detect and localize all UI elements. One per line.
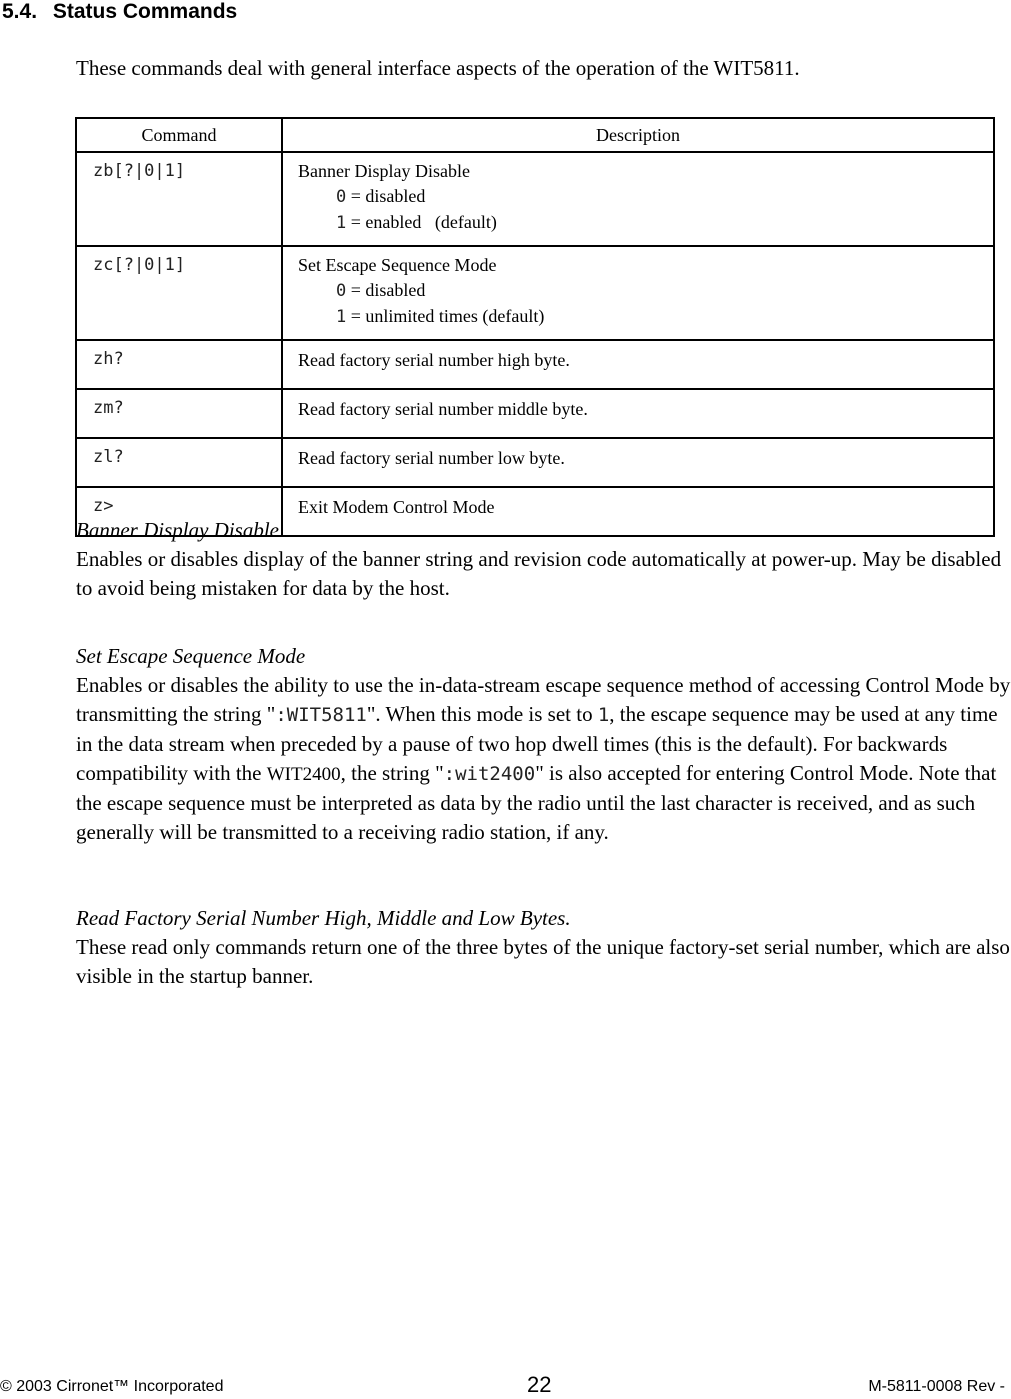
table-row bbox=[76, 246, 994, 340]
banner-section bbox=[76, 516, 1011, 603]
escape-text: ". When this mode is set to bbox=[366, 702, 598, 726]
escape-body bbox=[76, 671, 1011, 847]
section-title: Status Commands bbox=[52, 0, 238, 23]
banner-body: Enables or disables display of the banner string and revision code automatically at power-up. May be disabled to avoid being mistaken for data by the host. bbox=[76, 547, 1002, 600]
section-heading bbox=[2, 0, 237, 24]
command-cell: zh? bbox=[76, 340, 282, 389]
escape-heading: Set Escape Sequence Mode bbox=[76, 644, 306, 668]
escape-code: :WIT5811 bbox=[275, 704, 367, 726]
header-description: Description bbox=[282, 118, 994, 152]
description-cell bbox=[282, 246, 994, 340]
option-text: = unlimited times (default) bbox=[346, 306, 545, 326]
table-header-row bbox=[76, 118, 994, 152]
option-text: = enabled (default) bbox=[346, 212, 497, 232]
option-value: 1 bbox=[336, 307, 347, 327]
footer-page-number: 22 bbox=[527, 1372, 552, 1397]
command-cell: zl? bbox=[76, 438, 282, 487]
page-footer bbox=[0, 1372, 1011, 1398]
table-row bbox=[76, 438, 994, 487]
description-title: Set Escape Sequence Mode bbox=[298, 255, 497, 275]
escape-text: , the string " bbox=[340, 761, 444, 785]
header-command: Command bbox=[76, 118, 282, 152]
escape-text: , the escape sequence may be used at any time in the data stream when preceded by a pause of two hop dwell times (this is the default). For backwards compatibility with the bbox=[76, 702, 998, 785]
table-row bbox=[76, 340, 994, 389]
command-cell: zm? bbox=[76, 389, 282, 438]
option-line bbox=[298, 184, 993, 210]
section-number: 5.4. bbox=[2, 0, 38, 23]
description-cell: Read factory serial number high byte. bbox=[282, 340, 994, 389]
footer-copyright: © 2003 Cirronet™ Incorporated bbox=[0, 1378, 224, 1395]
intro-paragraph: These commands deal with general interface aspects of the operation of the WIT5811. bbox=[76, 56, 800, 80]
banner-heading: Banner Display Disable bbox=[76, 518, 279, 542]
table-row bbox=[76, 152, 994, 246]
option-line bbox=[298, 304, 993, 330]
option-text: = disabled bbox=[346, 280, 426, 300]
serial-heading: Read Factory Serial Number High, Middle and Low Bytes. bbox=[76, 906, 571, 930]
escape-code: :wit2400 bbox=[443, 763, 536, 785]
option-value: 0 bbox=[336, 187, 347, 207]
escape-text: " is also accepted for entering Control Mode. Note that the escape sequence must be interpreted as data by the radio until the last character is received, and as such generally will be transmitted to a receiving radio station, if any. bbox=[76, 761, 997, 844]
description-title: Banner Display Disable bbox=[298, 161, 470, 181]
command-cell: zb[?|0|1] bbox=[76, 152, 282, 246]
option-text: = disabled bbox=[346, 186, 426, 206]
escape-code: 1 bbox=[597, 704, 610, 726]
footer-doc-id: M-5811-0008 Rev - bbox=[868, 1378, 1005, 1395]
option-line bbox=[298, 210, 993, 236]
option-value: 1 bbox=[336, 213, 347, 233]
description-cell: Exit Modem Control Mode bbox=[282, 487, 994, 536]
description-cell bbox=[282, 152, 994, 246]
command-table bbox=[75, 117, 995, 537]
serial-body: These read only commands return one of the three bytes of the unique factory-set serial number, which are also visible in the startup banner. bbox=[76, 935, 1010, 988]
model-name: WIT2400 bbox=[266, 764, 341, 785]
table-row bbox=[76, 389, 994, 438]
option-value: 0 bbox=[336, 281, 347, 301]
escape-section bbox=[76, 642, 1011, 847]
description-cell: Read factory serial number low byte. bbox=[282, 438, 994, 487]
serial-section bbox=[76, 904, 1011, 991]
command-cell: z> bbox=[76, 487, 282, 536]
escape-text: Enables or disables the ability to use the in-data-stream escape sequence method of accessing Control Mode by transmitting the string " bbox=[76, 673, 1011, 726]
option-line bbox=[298, 278, 993, 304]
description-cell: Read factory serial number middle byte. bbox=[282, 389, 994, 438]
command-cell: zc[?|0|1] bbox=[76, 246, 282, 340]
